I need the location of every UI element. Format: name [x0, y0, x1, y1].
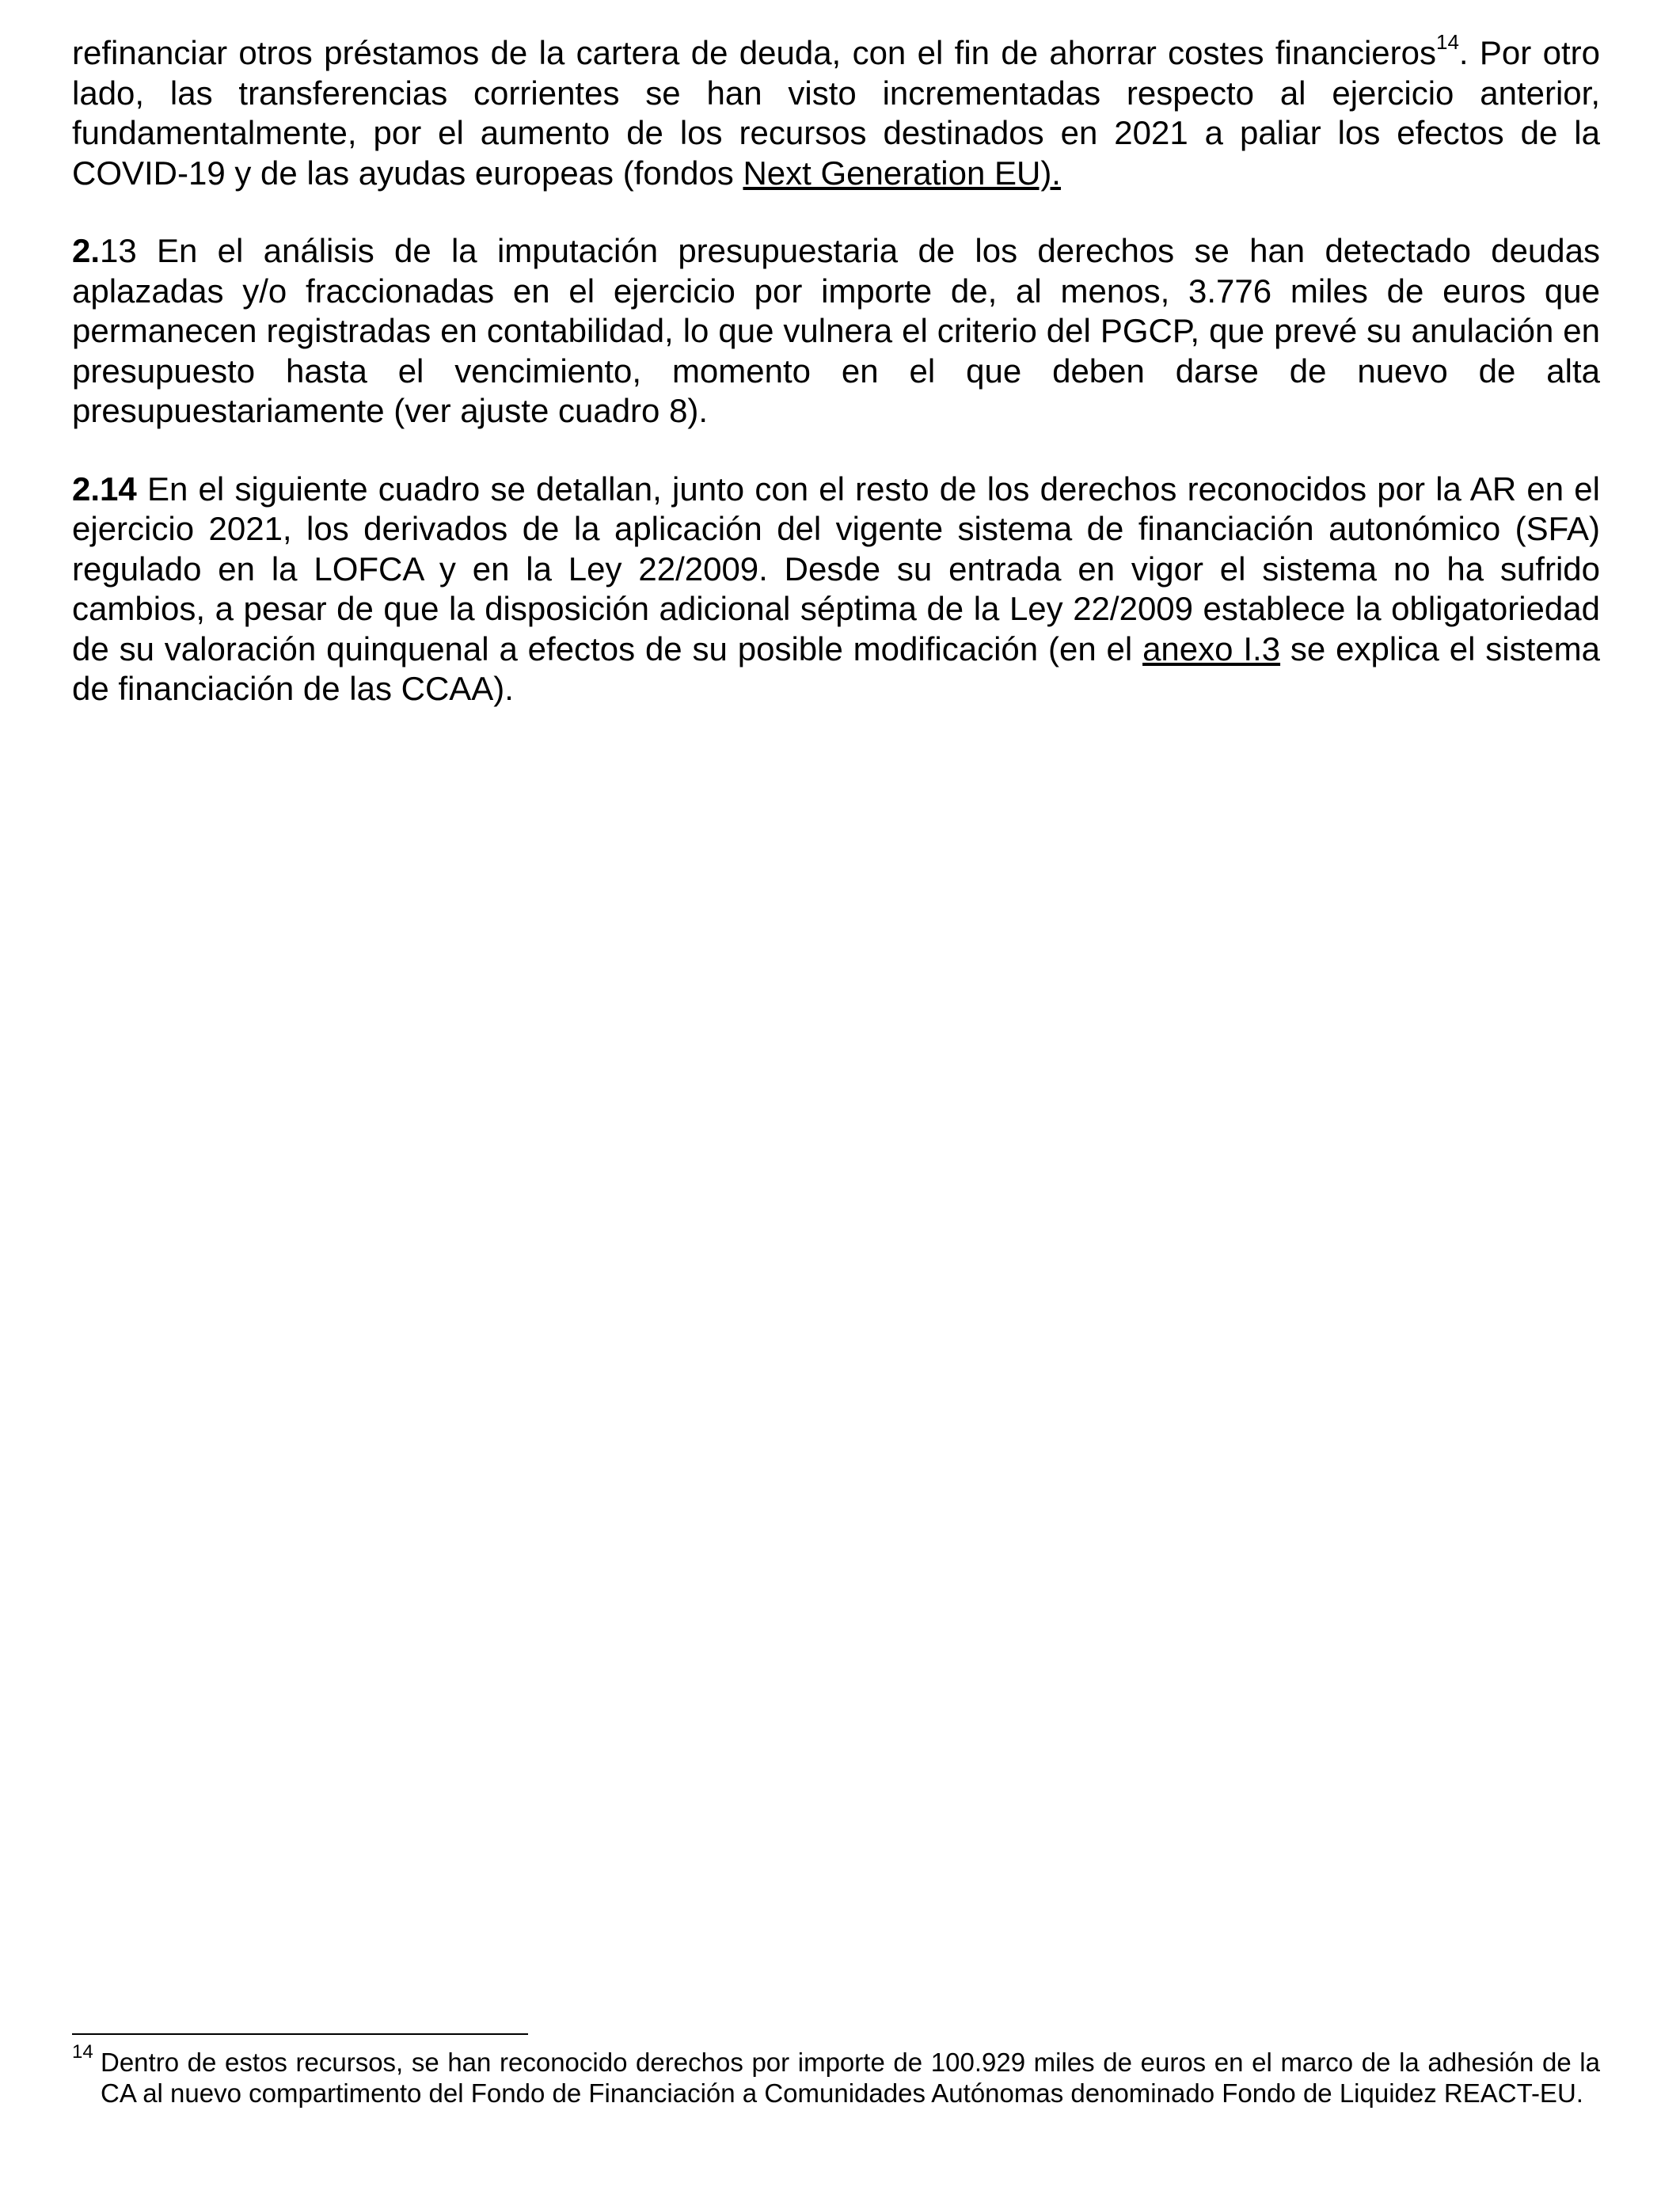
footnote-reference[interactable]: 14 [1435, 30, 1459, 54]
anexo-link[interactable]: anexo I.3 [1142, 629, 1281, 667]
footnote-14 [72, 2041, 1600, 2109]
paragraph-number: 2.14 [72, 470, 137, 508]
footnote-divider [72, 2033, 528, 2035]
paragraph-continuation [72, 30, 1600, 193]
paragraph-text: . Por otro lado, las transferencias corrientes se han visto incrementadas respecto al ejercicio anterior, fundamentalmente, por el aumento de los recursos destinados en 2021 a paliar los efectos de la COVID-19 y de las ayudas europeas (fondos [72, 34, 1600, 192]
next-generation-eu-link[interactable]: Next Generation EU). [743, 154, 1061, 192]
paragraph-text: se explica el sistema de financiación de las CCAA). [72, 629, 1600, 707]
footnote-text: Dentro de estos recursos, se han reconocido derechos por importe de 100.929 miles de euros en el marco de la adhesión de la CA al nuevo compartimento del Fondo de Financiación a Comunidades Autónomas denominado Fondo de Liquidez REACT-EU. [101, 2048, 1600, 2108]
paragraph-number-prefix: 2. [72, 232, 101, 269]
paragraph-2-14 [72, 470, 1600, 709]
paragraph-text: En el análisis de la imputación presupuestaria de los derechos se han detectado deudas aplazadas y/o fraccionadas en el ejercicio por importe de, al menos, 3.776 miles de euros que permanecen registradas en contabilidad, lo que vulnera el criterio del PGCP, que prevé su anulación en presupuesto hasta el vencimiento, momento en el que deben darse de nuevo de alta presupuestariamente (ver ajuste cuadro 8). [72, 232, 1600, 429]
paragraph-number-suffix: 13 [100, 232, 137, 269]
footnote-mark: 14 [72, 2041, 93, 2063]
body-text [72, 30, 1600, 747]
paragraph-text: En el siguiente cuadro se detallan, junto con el resto de los derechos reconocidos por la AR en el ejercicio 2021, los derivados de la aplicación del vigente sistema de financiación autonómico (SFA) regulado en la LOFCA y en la Ley 22/2009. Desde su entrada en vigor el sistema no ha sufrido cambios, a pesar de que la disposición adicional séptima de la Ley 22/2009 establece la obligatoriedad de su valoración quinquenal a efectos de su posible modificación (en el [72, 470, 1600, 667]
paragraph-text: refinanciar otros préstamos de la cartera de deuda, con el fin de ahorrar costes financieros [72, 34, 1436, 71]
paragraph-2-13 [72, 231, 1600, 432]
